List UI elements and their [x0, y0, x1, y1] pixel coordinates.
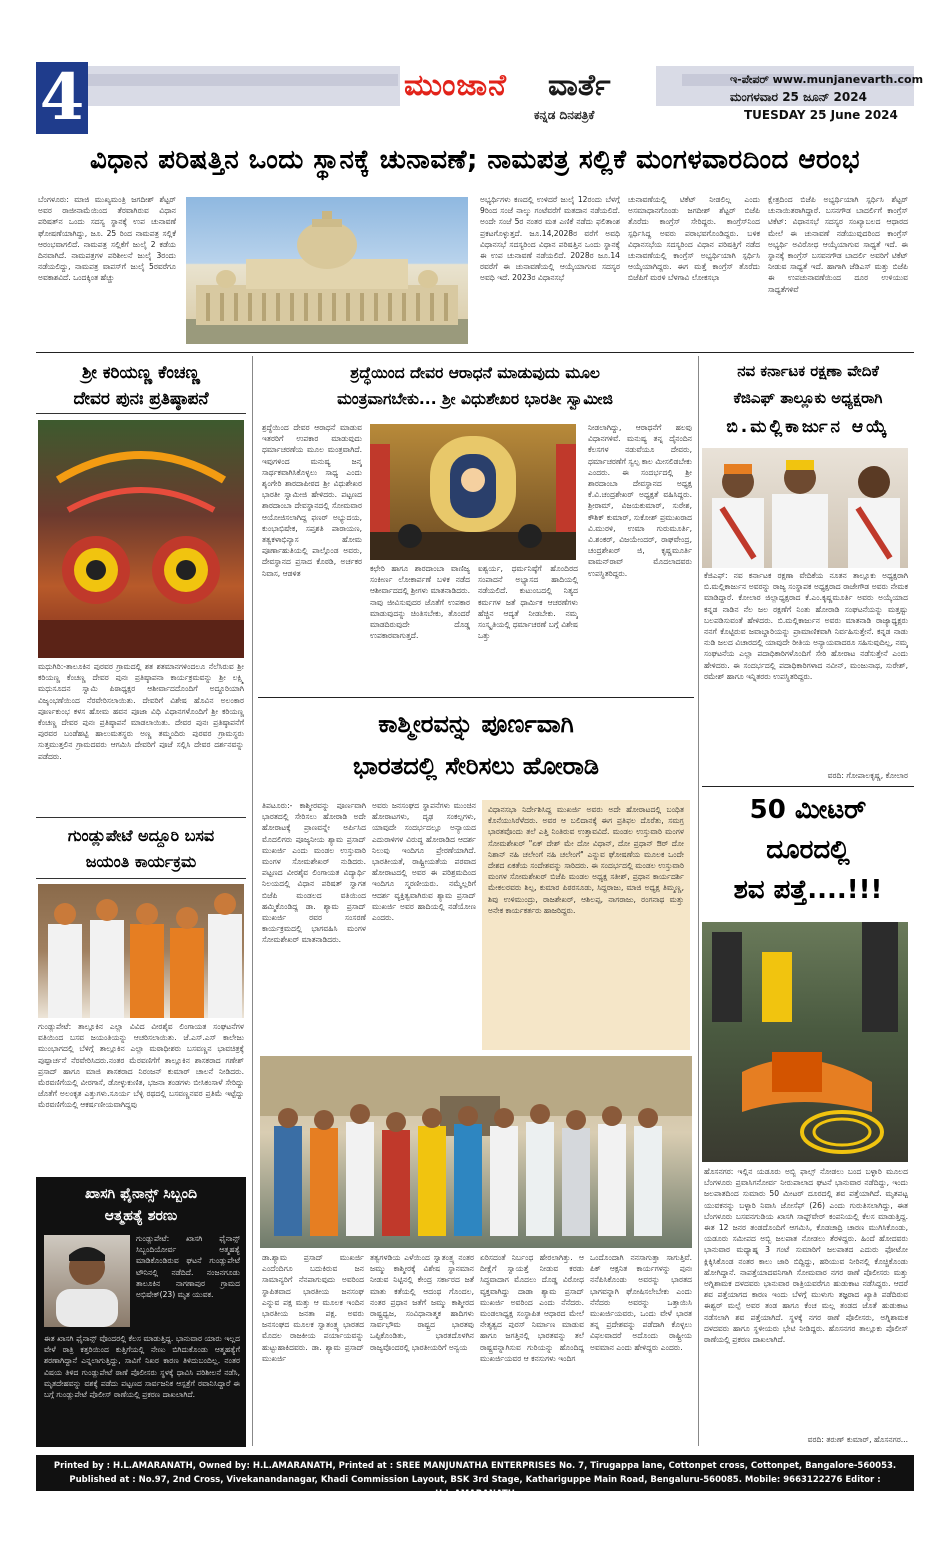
- body-found-text: ಹೊಸನಗರ: ಇಲ್ಲಿನ ಯಡೂರು ಅಬ್ಬಿ ಫಾಲ್ಸ್ ನೋಡಲು ಬಂದ ಬಳ್ಳಾರಿ ಮೂಲದ ಬೆಂಗಳೂರು ಪ್ರವಾಸಿಗನೋರ್ವ ನೀರುಪಾಲಾದ ಘಟನೆ ಭಾನುವಾರ ನಡೆದಿದ್ದು, ಇಂದು ಜಲಪಾತದಿಂದ ಸುಮಾರು 50 ಮೀಟರ್ ದೂರದಲ್ಲಿ ಶವ ಪತ್ತೆಯಾಗಿದೆ. ಮೃತಪಟ್ಟ ಯುವಕನನ್ನು ಬಳ್ಳಾರಿ ನಿವಾಸಿ ಜೋಸೆಫ್ (26) ಎಂದು ಗುರುತಿಸಲಾಗಿದ್ದು, ಈತ ಬೆಂಗಳೂರು ಬಸವನಗುಡಿಯ ಖಾಸಗಿ ಸಾಫ್ಟ್‌ವೇರ್ ಕಂಪನಿಯಲ್ಲಿ ಕೆಲಸ ಮಾಡುತ್ತಿದ್ದ. ಈತ 12 ಜನರ ತಂಡದೊಂದಿಗೆ ಆಗಮಿಸಿ, ಕೊಡಚಾದ್ರಿ ಚಾರಣ ಮುಗಿಸಿಕೊಂಡು, ಯಡೂರು ಸಮೀಪದ ಅಬ್ಬಿ ಜಲಪಾತ ನೋಡಲು ತೆರಳಿದ್ದರು. ಹಿಂದೆ ಹೋದವರು ಭಾನುವಾರ ಮಧ್ಯಾಹ್ನ 3 ಗಂಟೆ ಸುಮಾರಿಗೆ ಜಲಪಾತದ ಎದುರು ಫೋಟೋ ಕ್ಲಿಕ್ಕಿಸಿಕೊಂಡ ನಂತರ ಕಾಲು ಜಾರಿ ಬಿದ್ದಿದ್ದು, ಹರಿಯುವ ನೀರಿನಲ್ಲಿ ಕೊಚ್ಚಿಕೊಂಡು ಹೋಗಿದ್ದಾನೆ. ನಾಪತ್ತೆಯಾದವನಿಗಾಗಿ ಸೋಮವಾರ ನಗರ ಠಾಣೆ ಪೊಲೀಸರು ಮತ್ತು ಅಗ್ನಿಶಾಮಕ ದಳದವರು ಭಾನುವಾರ ರಾತ್ರಿಯವರೆಗೂ ಹುಡುಕಾಟ ನಡೆಸಿದ್ದರು. ಆದರೆ ಶವ ಪತ್ತೆಯಾಗದ ಕಾರಣ ಇಂದು ಬೆಳಗ್ಗೆ ಮುಳುಗು ತಜ್ಞರಾದ ಖ್ಯಾತಿ ಪಡೆದಿರುವ ಈಶ್ವರ್ ಮಲ್ಪೆ ಅವರ ತಂಡ ಹಾಗೂ ಕೆಂಚ ಮಲ್ಲ ತಂಡದ ಜೊತೆ ಹುಡುಕಾಟ ನಡೆಸಲಾಗಿ ಶವ ಪತ್ತೆಯಾಗಿದೆ. ಸ್ಥಳಕ್ಕೆ ನಗರ ಠಾಣೆ ಪೊಲೀಸರು, ಅಗ್ನಿಶಾಮಕ ದಳದವರು ಹಾಗೂ ಸ್ಥಳೀಯರು ಭೇಟಿ ನೀಡಿದ್ದರು. ಹೊಸನಗರ ತಾಲ್ಲೂಕು ಪೊಲೀಸ್ ಠಾಣೆಯಲ್ಲಿ ಪ್ರಕರಣ ದಾಖಲಾಗಿದೆ.: [704, 1167, 908, 1345]
- finance-headline-1: ಖಾಸಗಿ ಫೈನಾನ್ಸ್ ಸಿಬ್ಬಂದಿ: [84, 1186, 197, 1202]
- swamiji-col-3: ಐಶ್ವರ್ಯ, ಧರ್ಮನಿಷ್ಠೆಗೆ ಹೊಂದಿರದ ಸಂಪಾದನೆ ಅಭ್ಯಾಸದ ಹಾದಿಯಲ್ಲಿ ನಡೆಯಲಿದೆ. ಕುಟುಂಬದಲ್ಲಿ ನಿತ್ಯದ ಕರ್ಮಗಳ ಜತೆ ಧಾರ್ಮಿಕ ಆಚರಣೆಗಳು ಹೆಚ್ಚಿನ ಆದ್ಯತೆ ನೀಡಬೇಕು. ನಮ್ಮ ಸಂಸ್ಕೃತಿಯಲ್ಲಿ ಧರ್ಮಾಚರಣೆ ಬಗ್ಗೆ ವಿಶೇಷ ಒತ್ತು: [478, 564, 578, 641]
- temple-photo: [370, 424, 576, 560]
- karave-headline-box: [702, 358, 914, 448]
- basava-headline-box: [36, 817, 246, 879]
- basava-body: ಗುಂಡ್ಲುಪೇಟೆ: ತಾಲ್ಲೂಕಿನ ಎಲ್ಲಾ ವಿವಿದ ವೀರಶೈವ ಲಿಂಗಾಯತ ಸಂಘಟನೆಗಳ ವತಿಯಿಂದ ಬಸವ ಜಯಂತಿಯನ್ನು ಆಚರಿಸಲಾಯಿತು. ಜೆ.ಎಸ್.ಎಸ್ ಕಾಲೇಜು ಮುಂಭಾಗದಲ್ಲಿ ಬೆಳಿಗ್ಗೆ ತಾಲ್ಲೂಕಿನ ಎಲ್ಲಾ ಮಠಾಧೀಶರು ಬಸವಣ್ಣನ ಭಾವಚಿತ್ರಕ್ಕೆ ಪುಷ್ಪಾರ್ಚನೆ ನೆರವೇರಿಸಿದರು.ನಂತರ ಮೆರವಣಿಗೆಗೆ ತಾಲ್ಲೂಕಿನ ಶಾಸಕರಾದ ಗಣೇಶ್ ಪ್ರಸಾದ್ ಹಾಗೂ ಮಾಜಿ ಶಾಸಕರಾದ ನಿರಂಜನ್ ಕುಮಾರ್ ಚಾಲನೆ ನೀಡಿದರು. ಮೆರವಣಿಗೆಯಲ್ಲಿ ವೀರಗಾಸೆ, ಡೋಳ್ಳುಕುಣಿತ, ಭಜನಾ ತಂಡಗಳು ಬೀಸಿಕಂಸಾಳೆ ಸೇರಿದ್ದು ಜೊತೆಗೆ ಅಲಂಕೃತ ಎತ್ತುಗಳು.ಸೂರ್ಯ ಬೆಳ್ಳಿ ರಥದಲ್ಲಿ ಬಸವಣ್ಣನವರ ಪ್ರತಿಮೆ ಇಟ್ಟೆದ್ದು ಮೆರವಣಿಗೆಯಲ್ಲಿ ಆಕರ್ಷಣೀಯವಾಗಿದ್ದವು: [38, 1022, 244, 1110]
- body-found-headline-box: [702, 790, 914, 918]
- kashmir-col-1: ತಿಪಟೂರು:- ಕಾಶ್ಮೀರವನ್ನು ಪೂರ್ಣವಾಗಿ ಭಾರತದಲ್ಲಿ ಸೇರಿಸಲು ಹೋರಾಡಿ ಅದೇ ಹೋರಾಟಕ್ಕೆ ಪ್ರಾಣವನ್ನೇ ಅರ್ಪಿಸಿದ ಮೊದಲಿಗರು ಪೂಜ್ಯನೀಯ ಶ್ಯಾಮ ಪ್ರಸಾದ್ ಮುಖರ್ಜಿ ಎಂದು ಮಂಡಲ ಉಸ್ತುವಾರಿ ಮಂಗಳ ಸೋಮಶೇಖರ್ ನುಡಿದರು. ಪಟ್ಟಣದ ವೀರಶೈವ ಲಿಂಗಾಯತ ವಿದ್ಯಾರ್ಥಿ ನಿಲಯದಲ್ಲಿ ವಿಧಾನ ಪರಿಷತ್ ಸ್ವಾಗತ ಬಿಜೆಪಿ ಮಂಡಲದ ವತಿಯಿಂದ ಹಮ್ಮಿಕೊಂಡಿದ್ದ ಡಾ. ಶ್ಯಾಮ ಪ್ರಸಾದ್ ಮುಖರ್ಜಿ ರವರ ಸಂಸರಣೆ ಕಾರ್ಯಕ್ರಮದಲ್ಲಿ ಭಾಗವಹಿಸಿ ಮಂಗಳ ಸೋಮಶೇಖರ್ ಮಾತನಾಡಿದರು.: [262, 801, 366, 945]
- lead-col-1: ಬೆಂಗಳೂರು: ಮಾಜಿ ಮುಖ್ಯಮಂತ್ರಿ ಜಗದೀಶ್ ಶೆಟ್ಟರ್ ಅವರ ರಾಜೀನಾಮೆಯಿಂದ ತೆರವಾಗಿರುವ ವಿಧಾನ ಪರಿಷತ್‌ನ ಒಂದು ಸದಸ್ಯ ಸ್ಥಾನಕ್ಕೆ ಉಪ ಚುನಾವಣೆ ಘೋಷಣೆಯಾಗಿದ್ದು, ಜೂ. 25 ರಿಂದ ನಾಮಪತ್ರ ಸಲ್ಲಿಕೆ ಆರಂಭವಾಗಲಿದೆ. ನಾಮಪತ್ರ ಸಲ್ಲಿಕೆಗೆ ಜುಲೈ 2 ಕಡೆಯ ದಿನವಾಗಿದೆ. ನಾಮಪತ್ರಗಳ ಪರಿಶೀಲನೆ ಜುಲೈ 3ರಂದು ನಡೆಯಲಿದ್ದು, ನಾಮಪತ್ರ ವಾಪಸ್‌ಗೆ ಜುಲೈ 5ರವರೆಗೂ ಅವಕಾಶವಿದೆ. ಒಂದಕ್ಕಿಂತ ಹೆಚ್ಚು: [38, 195, 176, 283]
- swamiji-col-2: ಕಛೇರಿ ಹಾಗೂ ಶಾರದಾಂಬಾ ವಾಣಿಜ್ಯ ಸಂಕೀರ್ಣ ಲೋಕಾರ್ಪಣೆ ಬಳಿಕ ನಡೆದ ಆಶೀರ್ವಾದದಲ್ಲಿ ಶ್ರೀಗಳು ಮಾತನಾಡಿದರು. ನಾವು ಜೀವಿಸುವುದರ ಜೊತೆಗೆ ಉಪಕಾರ ಮಾಡುವುದನ್ನು ಚಿಂತಿಸಬೇಕು, ತೊಂದರೆ ಮಾಡದಿರುವುದೇ ದೊಡ್ಡ ಉಪಕಾರವಾಗುತ್ತದೆ.: [370, 564, 470, 641]
- imprint-footer: [36, 1455, 914, 1499]
- kashmir-col-b4: ಒಂದೊಂದಾಗಿ ನನಸಾಗುತ್ತಾ ಸಾಗುತ್ತಿವೆ. ಪಿಕ್ ಆಕ್ಷನಿತ ಕಾರ್ಯಗಳನ್ನು ಪುನಃ ನನೆಪಿಸಿಕೊಂಡು ಅವರನ್ನು ಭಾರತದ ಭಾಗವನ್ನಾಗಿ ಘೋಷಿಸಲೇಬೇಕು ಎಂದು ನೆನೆದರು ಅವರನ್ನು ಒತ್ತಾಯಿಸಿ ಮುಖರ್ಜಿಯವರು, ಒಂದು ವೇಳೆ ಭಾರತ ತನ್ನ ಪ್ರದೇಶವನ್ನು ಪಡೆದಾಗಿ ಕೊಳ್ಳಲು ವಿಫಲವಾದರೆ ಅದೊಂದು ರಾಷ್ಟ್ರೀಯ ಅವಮಾನ ಎಂದು ಹೇಳಿದ್ದರು ಎಂದರು.: [590, 1253, 692, 1352]
- lead-divider: [36, 352, 914, 353]
- date-english: TUESDAY 25 June 2024: [744, 108, 898, 122]
- left-column-divider: [252, 356, 253, 1446]
- kashmir-headline-1: ಕಾಶ್ಮೀರವನ್ನು ಪೂರ್ಣವಾಗಿ: [378, 710, 574, 738]
- kashmir-quote-box: ವಿಧಾನಸಭಾ ನಿರ್ದೇಶಿಸಿದ್ದ ಮುಖರ್ಜಿ ಅವರು ಅದೇ ಹೋರಾಟದಲ್ಲಿ ಬಂಧಿತ ಕೊನೆಯುಸಿರೆಳೆದರು. ಅವರ ಆ ಬಲಿದಾನಕ್ಕೆ ಈಗ ಪ್ರತಿಫಲ ದೊರೆತು, ಸಮಗ್ರ ಭಾರತವೊಂದು ತಲೆ ಎತ್ತಿ ನಿಂತಿರುವ ಉತ್ತಾವವಿದೆ. ಮಂಡಲ ಉಸ್ತುವಾರಿ ಮಂಗಳ ಸೋಮಶೇಖರ್ "ಏಕ್ ದೇಶ್ ಮೇ ದೋ ವಿಧಾನ್, ದೋ ಪ್ರಧಾನ್ ಔರ್ ದೋ ನಿಶಾನ್ ನಹಿ ಚಲೇಂಗೆ ನಹಿ ಚಲೇಂಗೆ" ಎನ್ನುವ ಘೋಷಣೆಯ ಮೂಲಕ ಒಂದೇ ದೇಶದ ಏಕತೆಯ ಸಂದೇಶವನ್ನು ಸಾರಿದರು. ಈ ಸಂದರ್ಭದಲ್ಲಿ ಮಂಡಲ ಉಸ್ತುವಾರಿ ಮಂಗಳ ಸೋಮಶೇಖರ್ ಬಿಜೆಪಿ ಮಂಡಲ ಅಧ್ಯಕ್ಷ ಸತೀಶ್, ಪ್ರಧಾನ ಕಾರ್ಯದರ್ಶಿ ಮೇಕಲರವರು ಶಿಲ್ಪ, ಕುಮಾರ ಪಿಠರಸೂಡು, ಸಿದ್ದರಾಜು, ಮಾಜಿ ಅಧ್ಯಕ್ಷ ತಿಮ್ಮಣ್ಣ, ಶಿವು ಉಳಿಮುಂದ್ರು, ರಾಜಶೇಖರ್, ಆಶಿಲಪ್ಪ, ನಾಗರಾಜು, ರಂಗನಾಥ ಮತ್ತು ಅನೇಕ ಕಾರ್ಯಕರ್ತರು ಹಾಜರಿದ್ದರು.: [482, 800, 690, 1050]
- kashmir-col-b1: ಡಾ.ಶ್ಯಾಮ ಪ್ರಸಾದ್ ಮುಖರ್ಜಿ ಎಂದೆಂದಿಗೂ ಬದುಕಿರುವ ಜನ ಸಾಮಾನ್ಯರಿಗೆ ನೆನಪಾಗುವುದು ಅವರಿಂದ ಸ್ಥಾಪಿತವಾದ ಭಾರತೀಯ ಜನಸಂಘ ಎನ್ನುವ ಪಕ್ಷ ಮತ್ತು ಆ ಮೂಲಕ ಇಂದಿನ ಭಾರತೀಯ ಜನತಾ ಪಕ್ಷ. ಅವರು ಜನಸಂಘದ ಮೂಲಕ ಸ್ವಾತಂತ್ರ್ಯ ಭಾರತದ ಮೊದಲ ರಾಜಕೀಯ ಪರ್ಯಾಯವನ್ನು ಹುಟ್ಟುಹಾಕಿದವರು. ಡಾ. ಶ್ಯಾಮ ಪ್ರಸಾದ್ ಮುಖರ್ಜಿ: [262, 1253, 364, 1363]
- swamiji-col-4: ನೀಡಲಾಗಿದ್ದು, ಆರಾಧನೆಗೆ ಹಲವು ವಿಧಾನಗಳಿವೆ. ಮನುಷ್ಯ ತನ್ನ ದೈನಂದಿನ ಕೆಲಸಗಳ ನಡುವೆಯೂ ದೇವರು, ಧರ್ಮಾಚರಣೆಗೆ ಸ್ವಲ್ಪ ಕಾಲ ಮೀಸಲಿಡಬೇಕು ಎಂದರು. ಈ ಸಂದರ್ಭದಲ್ಲಿ ಶ್ರೀ ಶಾರದಾಂಬಾ ದೇವಸ್ಥಾನದ ಅಧ್ಯಕ್ಷ ಕೆ.ವಿ.ಚಂದ್ರಶೇಖರ್ ಅಧ್ಯಕ್ಷತೆ ವಹಿಸಿದ್ದರು. ಶ್ರೀರಾಮ್, ವಿಜಯಕುಮಾರ್, ಸುರೇಶ, ಕೌಶಿಕ್ ಕುಮಾರ್, ಸುಕೋಶ್ ಪ್ರಮುಖರಾದ ವಿ.ಮುರಳಿ, ಉಮಾ ಗುರುಮೂರ್ತಿ, ವಿ.ಶಂಕರ್, ವಿಜಯೇಂದರ್, ರಾಘವೇಂದ್ರ, ಚಂದ್ರಶೇಖರ್ ಜಿ, ಕೃಷ್ಣಮೂರ್ತಿ ವಾಮನ್‌ರಾವ್ ಮೊದಲಾದವರು ಉಪಸ್ಥಿತರಿದ್ದರು.: [588, 423, 692, 578]
- finance-headline-2: ಆತ್ಮಹತ್ಯೆ ಶರಣು: [104, 1208, 178, 1224]
- logo-word-2: ವಾರ್ತೆ: [548, 68, 611, 103]
- right-divider: [702, 786, 914, 787]
- basava-headline-1: ಗುಂಡ್ಲುಪೇಟೆ ಅದ್ದೂರಿ ಬಸವ: [67, 826, 215, 845]
- body-found-credit: ವರದಿ: ತರುಣ್ ಕುಮಾರ್, ಹೊಸನಗರ...: [807, 1435, 908, 1444]
- kashmir-col-2: ಅವರು ಜನಸಂಘದ ಸ್ಥಾಪನೆಗಳು ಮುಂಚಿನ ಹೋರಾಟಗಳು, ದೃಢ ಸಂಕಲ್ಪಗಳು, ಯಾವುದೇ ಸಂದರ್ಭದಲ್ಲೂ ಅನ್ಯಾಯದ ಎದುರಾಳಿಗಳ ವಿರುದ್ಧ ಹೋರಾಡಿದ ಆದರ್ಶ ನಿಲುವು ಇಂದಿಗೂ ಪ್ರೇರಣೆಯಾಗಿದೆ. ಭಾರತೀಯತೆ, ರಾಷ್ಟ್ರೀಯತೆಯ ಪರವಾದ ಹೋರಾಟದಲ್ಲಿ ಅವರ ಈ ಪರಿಶ್ರಮದಿಂದ ಇಂದಿಗೂ ಸ್ಮರಣೀಯರು. ನಮ್ಮೆಲ್ಲರಿಗೆ ಆದರ್ಶ ವ್ಯಕ್ತಿತ್ವವಾಗಿರುವ ಶ್ಯಾಮ ಪ್ರಸಾದ್ ಮುಖರ್ಜಿ ಅವರ ಹಾದಿಯಲ್ಲಿ ನಡೆಯೋಣ ಎಂದರು.: [372, 801, 476, 923]
- date-kannada: ಮಂಗಳವಾರ 25 ಜೂನ್ 2024: [730, 90, 867, 104]
- kashmir-col-b3: ಏರಿಸದಂತೆ ನಿರ್ಬಂಧ ಹೇರಲಾಗಿತ್ತು. ಆ ದೀಕ್ಷೆಗೆ ಸ್ವಾಯತ್ತೆ ನೀಡುವ ಕರಡು ಸಿದ್ಧವಾದಾಗ ಮೊದಲು ದೊಡ್ಡ ವಿರೋಧ ವ್ಯಕ್ತವಾಗಿದ್ದು ದಾಡಾ ಶ್ಯಾಮ ಪ್ರಸಾದ್ ಮುಖರ್ಜಿ ಅವರಿಂದ ಎಂದು ನೆನೆದರು. ಮಂಡಲಾಧ್ಯಕ್ಷ ಸಂಸ್ಥಾಪಿತ ಆಧಾರದ ಮೇಲೆ ನೇತೃತ್ವದ ಪುರಸ್ ನಿರ್ಮಾಣ ಮಾಡುವ ಹಾಗೂ ಜಗತ್ತಿನಲ್ಲಿ ಭಾರತವನ್ನು ತಲೆ ರಾಷ್ಟ್ರವನ್ನಾಗಿಸುವ ಗುರಿಯನ್ನು ಹೊಂದಿದ್ದ ಮುಖರ್ಜಿಯವರ ಆ ಕನಸುಗಳು ಇಂದಿಗ: [480, 1253, 584, 1363]
- right-column-divider: [698, 356, 699, 1446]
- kashmir-headline-2: ಭಾರತದಲ್ಲಿ ಸೇರಿಸಲು ಹೋರಾಡಿ: [353, 752, 599, 780]
- center-divider: [258, 697, 694, 698]
- karave-headline-1: ನವ ಕರ್ನಾಟಕ ರಕ್ಷಣಾ ವೇದಿಕೆ: [737, 362, 879, 380]
- lead-col-4: ಕ್ಷೇತ್ರದಿಂದ ಬಿಜೆಪಿ ಅಭ್ಯರ್ಥಿಯಾಗಿ ಸ್ಪರ್ಧಿಸಿ ಶೆಟ್ಟರ್ ಚುನಾಯಿತರಾಗಿದ್ದಾರೆ. ಬಸನಗೌಡ ಬಾದರ್ಲಿಗೆ ಕಾಂಗ್ರೆಸ್ ಟಿಕೆಟ್: ವಿಧಾನಸಭೆ ಸದಸ್ಯರ ಸಂಖ್ಯಾಬಲದ ಆಧಾರದ ಮೇಲೆ ಈ ಚುನಾವಣೆ ನಡೆಯುವುದರಿಂದ ಕಾಂಗ್ರೆಸ್ ಅಭ್ಯರ್ಥಿ ಅವಿರೋಧ ಆಯ್ಕೆಯಾಗುವ ಸಾಧ್ಯತೆ ಇದೆ. ಈ ಸ್ಥಾನಕ್ಕೆ ಕಾಂಗ್ರೆಸ್ ಬಸವನಗೌಡ ಬಾದರ್ಲಿ ಅವರಿಗೆ ಟಿಕೆಟ್ ನೀಡುವ ಸಾಧ್ಯತೆ ಇದೆ. ಹಾಗಾಗಿ ಜೆಡಿಎಸ್ ಮತ್ತು ಬಿಜೆಪಿ ಈ ಉಪಚುನಾವಣೆಯಿಂದ ದೂರ ಉಳಿಯುವ ಸಾಧ್ಯತೆಗಳಿವೆ: [768, 195, 908, 294]
- finance-box: [36, 1177, 246, 1447]
- page-number: 4: [36, 62, 88, 134]
- swamiji-headline-box: [258, 360, 692, 416]
- karave-photo: [702, 448, 908, 568]
- imprint-line-2: Published at : No.97, 2nd Cross, Vivekanandanagar, Khadi Commission Layout, BSK 3rd Stage, Kathariguppe Main Road, Bengaluru-560085. Mobile: 9663122276 Editor : H.L.AMARANATH: [69, 1475, 881, 1499]
- kashmir-col-b2: ತತ್ವಗಳಡಿಯ ಎಳೆಯಿಂದ ಸ್ವಾತಂತ್ರ್ಯ ನಂತರ ಜಮ್ಮು ಕಾಶ್ಮೀರಕ್ಕೆ ವಿಶೇಷ ಸ್ಥಾನಮಾನ ನೀಡುವ ನಿಟ್ಟಿನಲ್ಲಿ ಕೇಂದ್ರ ಸರ್ಕಾರದ ಜತೆ ಮಾತು ಕತೆಯಲ್ಲಿ ಆದಂಥ ಗೊಂದಲ, ನಂತರ ಪ್ರಧಾನ ಜತೆಗೆ ಜಮ್ಮು ಕಾಶ್ಮೀರದ ರಾಷ್ಟ್ರಧ್ವಜ, ಸಂವಿಧಾನಾತ್ಮಕ ಹಾದಿಗಳು ಸಾರ್ವಭೌಮ ರಾಷ್ಟ್ರದ ಭಾರತವು ಒಪ್ಪಿಕೊಂಡಿತು, ಭಾರತದೊಳಗಿನ ರಾಜ್ಯವೊಂದರಲ್ಲಿ ಭಾರತೀಯರಿಗೆ ಅನ್ವಯ: [370, 1253, 474, 1352]
- vidhana-soudha-photo: [186, 197, 468, 344]
- kashmir-headline-box: [258, 703, 694, 793]
- basava-headline-2: ಜಯಂತಿ ಕಾರ್ಯಕ್ರಮ: [85, 852, 197, 871]
- karave-credit: ವರದಿ: ಗೋಪಾಲಕೃಷ್ಣ, ಕೋಲಾರ: [827, 771, 908, 780]
- logo-subtitle: ಕನ್ನಡ ದಿನಪತ್ರಿಕೆ: [534, 108, 595, 122]
- epaper-link[interactable]: ಇ-ಪೇಪರ್ www.munjanevarth.com: [730, 73, 924, 86]
- body-found-headline-1: 50 ಮೀಟರ್: [749, 795, 867, 825]
- kariyanna-headline-1: ಶ್ರೀ ಕರಿಯಣ್ಣ ಕೆಂಚಣ್ಣ: [81, 363, 200, 383]
- body-found-headline-3: ಶವ ಪತ್ತೆ....!!!: [733, 875, 883, 905]
- karave-headline-2: ಕೆಜಿಎಫ್ ತಾಲ್ಲೂಕು ಅಧ್ಯಕ್ಷರಾಗಿ: [733, 389, 883, 407]
- rescue-photo: [702, 922, 908, 1162]
- imprint-line-1: Printed by : H.L.AMARANATH, Owned by: H.L.AMARANATH, Printed at : SREE MANJUNATHA ENTERPRISES No. 7, Tirugappa lane, Cottonpet cross, Cottonpet, Bangalore-560053.: [53, 1461, 897, 1471]
- karave-body: ಕೆಜಿಎಫ್: ನವ ಕರ್ನಾಟಕ ರಕ್ಷಣಾ ವೇದಿಕೆಯ ನೂತನ ತಾಲ್ಲೂಕು ಅಧ್ಯಕ್ಷರಾಗಿ ಬಿ.ಮಲ್ಲಿಕಾರ್ಜುನ ಅವರನ್ನು ರಾಜ್ಯ ಸಂಸ್ಥಾಪಕ ಅಧ್ಯಕ್ಷರಾದ ರಾಜೇಗೌಡ ಅವರು ನೇಮಕ ಮಾಡಿದ್ದಾರೆ. ಕೋಲಾರ ಜಿಲ್ಲಾಧ್ಯಕ್ಷರಾದ ಕೆ.ಎಂ.ಕೃಷ್ಣಮೂರ್ತಿ ಅವರು ಅಯ್ಕೆಯಾದ ಕನ್ನಡ ನಾಡಿನ ನೆಲ ಜಲ ರಕ್ಷಣೆಗೆ ನಿಂತು ಹೋರಾಡಿ ಸಂಘಟನೆಯನ್ನು ಮತ್ತಷ್ಟು ಬಲಪಡಿಸುವಂತೆ ಹೇಳಿದರು. ಬಿ.ಮಲ್ಲಿಕಾರ್ಜುನ ಅವರು ಮಾತನಾಡಿ ರಾಜ್ಯಾಧ್ಯಕ್ಷರು ನನಗೆ ಕೊಟ್ಟಿರುವ ಜವಾಬ್ದಾರಿಯನ್ನು ಪ್ರಾಮಾಣಿಕವಾಗಿ ನಿರ್ವಹಿಸುತ್ತೇನೆ. ಕನ್ನಡ ನಾಡು ನುಡಿ ಜಲದ ವಿಚಾರದಲ್ಲಿ ಯಾವುದೇ ರೀತಿಯ ಅನ್ಯಾಯವಾದರೂ ಸಹಿಸುವುದಿಲ್ಲ, ನಮ್ಮ ಸಂಘಟನೆಯ ಎಲ್ಲಾ ಪದಾಧಿಕಾರಿಗಳೊಂದಿಗೆ ಸೇರಿ ಹೋರಾಟ ನಡೆಸುತ್ತೇನೆ ಎಂದು ಹೇಳಿದರು. ಈ ಸಂದರ್ಭದಲ್ಲಿ ಪದಾಧಿಕಾರಿಗಳಾದ ನವೀನ್, ಮಂಜುನಾಥ, ಸುರೇಶ್, ರಮೇಶ್ ಹಾಗೂ ಇನ್ನಿತರರು ಉಪಸ್ಥಿತರಿದ್ದರು.: [704, 571, 908, 681]
- kariyanna-headline-box: [36, 356, 246, 414]
- lead-col-3: ಚುನಾವಣೆಯಲ್ಲಿ ಟಿಕೆಟ್ ನೀಡಲಿಲ್ಲ ಎಂದು ಅಸಮಾಧಾನಗೊಂಡು ಜಗದೀಶ್ ಶೆಟ್ಟರ್ ಬಿಜೆಪಿ ತೊರೆದು ಕಾಂಗ್ರೆಸ್ ಸೇರಿದ್ದರು. ಕಾಂಗ್ರೆಸ್‌ನಿಂದ ಸ್ಪರ್ಧಿಸಿದ್ದ ಅವರು ಪರಾಭವಗೊಂಡಿದ್ದರು. ಬಳಿಕ ವಿಧಾನಸಭೆಯ ಸದಸ್ಯರಿಂದ ವಿಧಾನ ಪರಿಷತ್ತಿಗೆ ನಡೆದ ಚುನಾವಣೆಯಲ್ಲಿ ಕಾಂಗ್ರೆಸ್ ಅಭ್ಯರ್ಥಿಯಾಗಿ ಸ್ಪರ್ಧಿಸಿ ಆಯ್ಕೆಯಾಗಿದ್ದರು. ಈಗ ಮತ್ತೆ ಕಾಂಗ್ರೆಸ್ ತೊರೆದು ಬಿಜೆಪಿಗೆ ಮರಳಿ ಬೆಳಗಾವಿ ಲೋಕಸಭಾ: [628, 195, 760, 283]
- body-found-headline-2: ದೂರದಲ್ಲಿ: [766, 835, 850, 865]
- swamiji-headline-2: ಮಂತ್ರವಾಗಬೇಕು... ಶ್ರೀ ವಿಧುಶೇಖರ ಭಾರತೀ ಸ್ವಾಮೀಜಿ: [337, 390, 613, 408]
- swamiji-col-1: ಶ್ರದ್ಧೆಯಿಂದ ದೇವರ ಆರಾಧನೆ ಮಾಡುವ ಇತರರಿಗೆ ಉಪಕಾರ ಮಾಡುವುದು ಧರ್ಮಾಚರಣೆಯ ಮೂಲ ಮಂತ್ರವಾಗಿದೆ. ಇವುಗಳಿಂದ ಮನುಷ್ಯ ಜನ್ಮ ಸಾರ್ಥಕವಾಗಿಸಿಕೊಳ್ಳಲು ಸಾಧ್ಯ ಎಂದು ಶೃಂಗೇರಿ ಶಾರದಾಪೀಠದ ಶ್ರೀ ವಿಧುಶೇಖರ ಭಾರತೀ ಸ್ವಾಮೀಜಿ ಹೇಳಿದರು. ಪಟ್ಟಣದ ಶಾರದಾಂಬಾ ದೇವಸ್ಥಾನದಲ್ಲಿ ಸೋಮವಾರ ಆಯೋಜಿಸಲಾಗಿದ್ದ ಫಣರ್ ಅಭ್ಯುದಯ, ಕುಂಭಾಭಿಷೇಕ, ಸಪ್ತಶತಿ ಪಾರಾಯಣ, ತತ್ವಕಳಾಭಿನ್ಯಾಸ ಹೋಮ ಪೂರ್ಣಾಹುತಿಯಲ್ಲಿ ಪಾಲ್ಗೊಂಡ ಅವರು, ದೇವಸ್ಥಾನದ ಪ್ರಸಾದ ಕೊಠಡಿ, ಅರ್ಚಕರ ನಿವಾಸ, ಆಡಳಿತ: [262, 423, 362, 578]
- kariyanna-headline-2: ದೇವರ ಪುನಃ ಪ್ರತಿಷ್ಠಾಪನೆ: [73, 389, 209, 409]
- basava-jayanthi-photo: [38, 884, 244, 1018]
- swamiji-headline-1: ಶ್ರದ್ಧೆಯಿಂದ ದೇವರ ಆರಾಧನೆ ಮಾಡುವುದು ಮೂಲ: [350, 364, 600, 382]
- logo-word-1: ಮುಂಜಾನೆ: [404, 68, 507, 103]
- finance-body: ಈತ ಖಾಸಗಿ ಫೈನಾನ್ಸ್ ವೊಂದರಲ್ಲಿ ಕೆಲಸ ಮಾಡುತ್ತಿದ್ದ. ಭಾನುವಾರ ಯಾರು ಇಲ್ಲದ ವೇಳೆ ರಾತ್ರಿ ಕತ್ತರಿಯಿಂದ ಕುತ್ತಿಗೆಯಲ್ಲಿ ನೇಣು ಬಿಗಿದುಕೊಂಡು ಆತ್ಮಹತ್ಯೆಗೆ ಶರಣಾಗಿದ್ದಾನೆ ಎನ್ನಲಾಗುತ್ತಿದ್ದು, ಸಾವಿಗೆ ನಿಖರ ಕಾರಣ ತಿಳಿದುಬಂದಿಲ್ಲ. ನಂತರ ವಿಷಯ ತಿಳಿದ ಗುಂಡ್ಲುಪೇಟೆ ಠಾಣೆ ಪೊಲೀಸರು ಸ್ಥಳಕ್ಕೆ ಧಾವಿಸಿ ಪರಿಶೀಲನೆ ನಡೆಸಿ, ಮೃತದೇಹವನ್ನು ವಶಕ್ಕೆ ಪಡೆದು ಪಟ್ಟಣದ ಸಾರ್ವಜನಿಕ ಆಸ್ಪತ್ರೆಗೆ ರವಾನಿಸಿದ್ದಾರೆ ಈ ಬಗ್ಗೆ ಗುಂಡ್ಲುಪೇಟೆ ಪೊಲೀಸ್ ಠಾಣೆಯಲ್ಲಿ ಪ್ರಕರಣ ದಾಖಲಾಗಿದೆ.: [44, 1334, 240, 1400]
- deity-photo: [38, 420, 244, 658]
- victim-portrait: [44, 1235, 130, 1327]
- karave-headline-3: ಬಿ.ಮಲ್ಲಿಕಾರ್ಜುನ ಆಯ್ಕೆ: [726, 417, 890, 437]
- lead-headline: ವಿಧಾನ ಪರಿಷತ್ತಿನ ಒಂದು ಸ್ಥಾನಕ್ಕೆ ಚುನಾವಣೆ; ನಾಮಪತ್ರ ಸಲ್ಲಿಕೆ ಮಂಗಳವಾರದಿಂದ ಆರಂಭ: [89, 145, 861, 175]
- lead-col-2: ಅಭ್ಯರ್ಥಿಗಳು ಕಣದಲ್ಲಿ ಉಳಿದರೆ ಜುಲೈ 12ರಂದು ಬೆಳಗ್ಗೆ 9ರಿಂದ ಸಂಜೆ ನಾಲ್ಕು ಗಂಟೆವರೆಗೆ ಮತದಾನ ನಡೆಯಲಿದೆ. ಅಂದೇ ಸಂಜೆ 5ರ ನಂತರ ಮತ ಎಣಿಕೆ ನಡೆದು ಫಲಿತಾಂಶ ಪ್ರಕಟಗೊಳ್ಳುತ್ತದೆ. ಜೂ.14,2028ರ ವರೆಗೆ ಅವಧಿ ವಿಧಾನಸಭೆ ಸದಸ್ಯರಿಂದ ವಿಧಾನ ಪರಿಷತ್ತಿನ ಒಂದು ಸ್ಥಾನಕ್ಕೆ ಈ ಉಪ ಚುನಾವಣೆ ನಡೆಯಲಿದೆ. 2028ರ ಜೂ.14 ರವರೆಗೆ ಈ ಚುನಾವಣೆಯಲ್ಲಿ ಆಯ್ಕೆಯಾಗುವ ಸದಸ್ಯರ ಅವಧಿ ಇದೆ. 2023ರ ವಿಧಾನಸಭೆ: [480, 195, 620, 283]
- finance-body-side: ಗುಂಡ್ಲುಪೇಟೆ: ಖಾಸಗಿ ಫೈನಾನ್ಸ್ ಸಿಬ್ಬಂದಿಯೋರ್ವ ಆತ್ಮಹತ್ಯೆ ಮಾಡಿಕೊಂಡಿರುವ ಘಟನೆ ಗುಂಡ್ಲುಪೇಟೆ ಟೌನಿನಲ್ಲಿ ನಡೆದಿದೆ. ನಂಜನಗೂಡು ತಾಲೂಕಿನ ನಾಗಣಾಪುರ ಗ್ರಾಮದ ಅಭಿಷೇಕ್(23) ಮೃತ ಯುವಕ.: [136, 1234, 240, 1300]
- newspaper-logo: [400, 66, 656, 110]
- kashmir-group-photo: [260, 1056, 692, 1248]
- kariyanna-body: ಮಧುಗಿರಿ:-ತಾಲೂಕಿನ ಪುರವರ ಗ್ರಾಮದಲ್ಲಿ ಶತ ಶತಮಾನಗಳಿಂದಲೂ ನೆಲೆಸಿರುವ ಶ್ರೀ ಕರಿಯಣ್ಣ ಕೆಂಚಣ್ಣ ದೇವರ ಪುನಃ ಪ್ರತಿಷ್ಠಾಪನಾ ಕಾರ್ಯಕ್ರಮವನ್ನು ಶ್ರೀ ಲಕ್ಷ್ಮಿ ಮಧುಸೂದನ ಸ್ವಾಮಿ ಪಿಠಾಧ್ಯಕ್ಷರ ಆಶೀರ್ವಾದದೊಂದಿಗೆ ಅದ್ದೂರಿಯಾಗಿ ವಿಜೃಂಭಣೆಯಿಂದ ನೆರವೇರಿಸಲಾಯಿತು. ದೇವರಿಗೆ ವಿಶೇಷ ಹೊವಿನ ಅಲಂಕಾರ ಪೂರ್ಣಕುಂಭ ಕಳಸ ಹೋಮ ಹವನ ಪೂಜಾ ವಿಧಿ ವಿಧಾನಗಳೊಂದಿಗೆ ಶ್ರೀ ಕರಿಯಣ್ಣ ಕೆಂಚಣ್ಣ ದೇವರ ಪುನಃ ಪ್ರತಿಷ್ಠಾಪನೆ ಮಾಡಲಾಯಿತು. ದೇವರ ಪುನಃ ಪ್ರತಿಷ್ಠಾಪನೆಗೆ ಪುರವರ ಬಂಡೆಹಟ್ಟಿ ಹಾಲುಮತಸ್ಥರು ಅಣ್ಣ ತಮ್ಮಂದಿರು ಪುರವರ ಗ್ರಾಮಸ್ಥರು ಸುತ್ತಮುತ್ತಲಿನ ಗ್ರಾಮದವರು ಆಗಮಿಸಿ ದೇವರಿಗೆ ಪೂಜೆ ಸಲ್ಲಿಸಿ ದೇವರ ದರ್ಶನವನ್ನು ಪಡೆದರು.: [38, 662, 244, 761]
